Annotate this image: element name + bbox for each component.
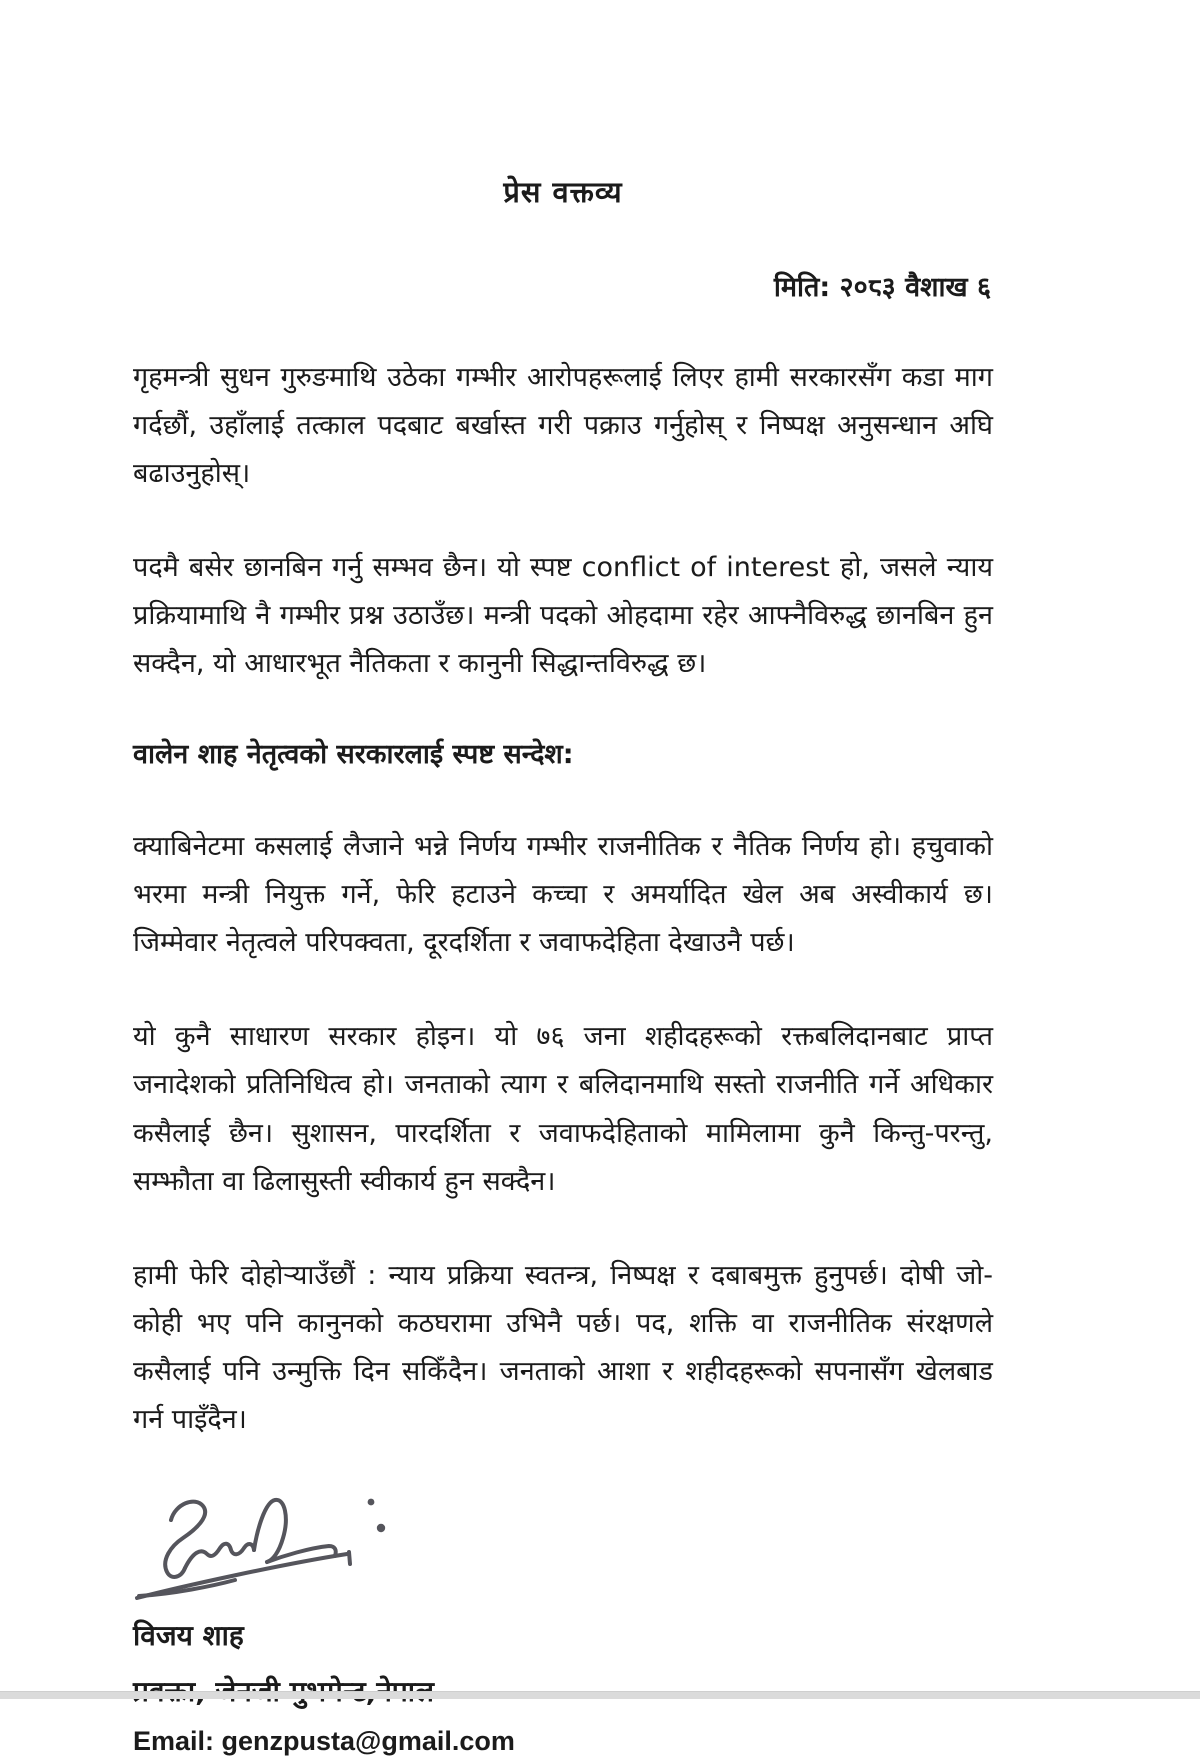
section-heading-message-to-government: वालेन शाह नेतृत्वको सरकारलाई स्पष्ट सन्देश: [133, 739, 574, 771]
paragraph-martyrs-mandate: यो कुनै साधारण सरकार होइन। यो ७६ जना शहीदहरूको रक्तबलिदानबाट प्राप्त जनादेशको प्रतिनिधित्व हो। जनताको त्याग र बलिदानमाथि सस्तो राजनीति गर्ने अधिकार कसैलाई छैन। सुशासन, पारदर्शिता र जवाफदेहिताको मामिलामा कुनै किन्तु-परन्तु, सम्झौता वा ढिलासुस्ती स्वीकार्य हुन सक्दैन। [133, 1021, 993, 1197]
handwritten-signature-icon [123, 1490, 443, 1610]
document-content [133, 0, 993, 1757]
paragraph-conflict-of-interest: पदमै बसेर छानबिन गर्नु सम्भव छैन। यो स्पष्ट conflict of interest हो, जसले न्याय प्रक्रियामाथि नै गम्भीर प्रश्न उठाउँछ। मन्त्री पदको ओहदामा रहेर आफ्नैविरुद्ध छानबिन हुन सक्दैन, यो आधारभूत नैतिकता र कानुनी सिद्धान्तविरुद्ध छ। [133, 552, 993, 680]
signer-name: विजय शाह [133, 1618, 244, 1652]
paragraph-justice-process: हामी फेरि दोहोऱ्याउँछौं : न्याय प्रक्रिया स्वतन्त्र, निष्पक्ष र दबाबमुक्त हुनुपर्छ। दोषी जो-कोही भए पनि कानुनको कठघरामा उभिनै पर्छ। पद, शक्ति वा राजनीतिक संरक्षणले कसैलाई पनि उन्मुक्ति दिन सकिँदैन। जनताको आशा र शहीदहरूको सपनासँग खेलबाड गर्न पाइँदैन। [133, 1259, 993, 1435]
paragraph-demand: गृहमन्त्री सुधन गुरुङमाथि उठेका गम्भीर आरोपहरूलाई लिएर हामी सरकारसँग कडा माग गर्दछौं, उहाँलाई तत्काल पदबाट बर्खास्त गरी पक्राउ गर्नुहोस् र निष्पक्ष अनुसन्धान अघि बढाउनुहोस्। [133, 362, 993, 490]
paragraph-cabinet-decision: क्याबिनेटमा कसलाई लैजाने भन्ने निर्णय गम्भीर राजनीतिक र नैतिक निर्णय हो। हचुवाको भरमा मन्त्री नियुक्त गर्ने, फेरि हटाउने कच्चा र अमर्यादित खेल अब अस्वीकार्य छ। जिम्मेवार नेतृत्वले परिपक्वता, दूरदर्शिता र जवाफदेहिता देखाउनै पर्छ। [133, 831, 993, 959]
date-line: मिति: २०८३ वैशाख ६ [773, 272, 991, 303]
page-title: प्रेस वक्तव्य [503, 175, 623, 209]
signature-block [133, 1490, 993, 1757]
scan-edge-bar [0, 1691, 1200, 1699]
email-line: Email: genzpusta@gmail.com [133, 1725, 515, 1756]
